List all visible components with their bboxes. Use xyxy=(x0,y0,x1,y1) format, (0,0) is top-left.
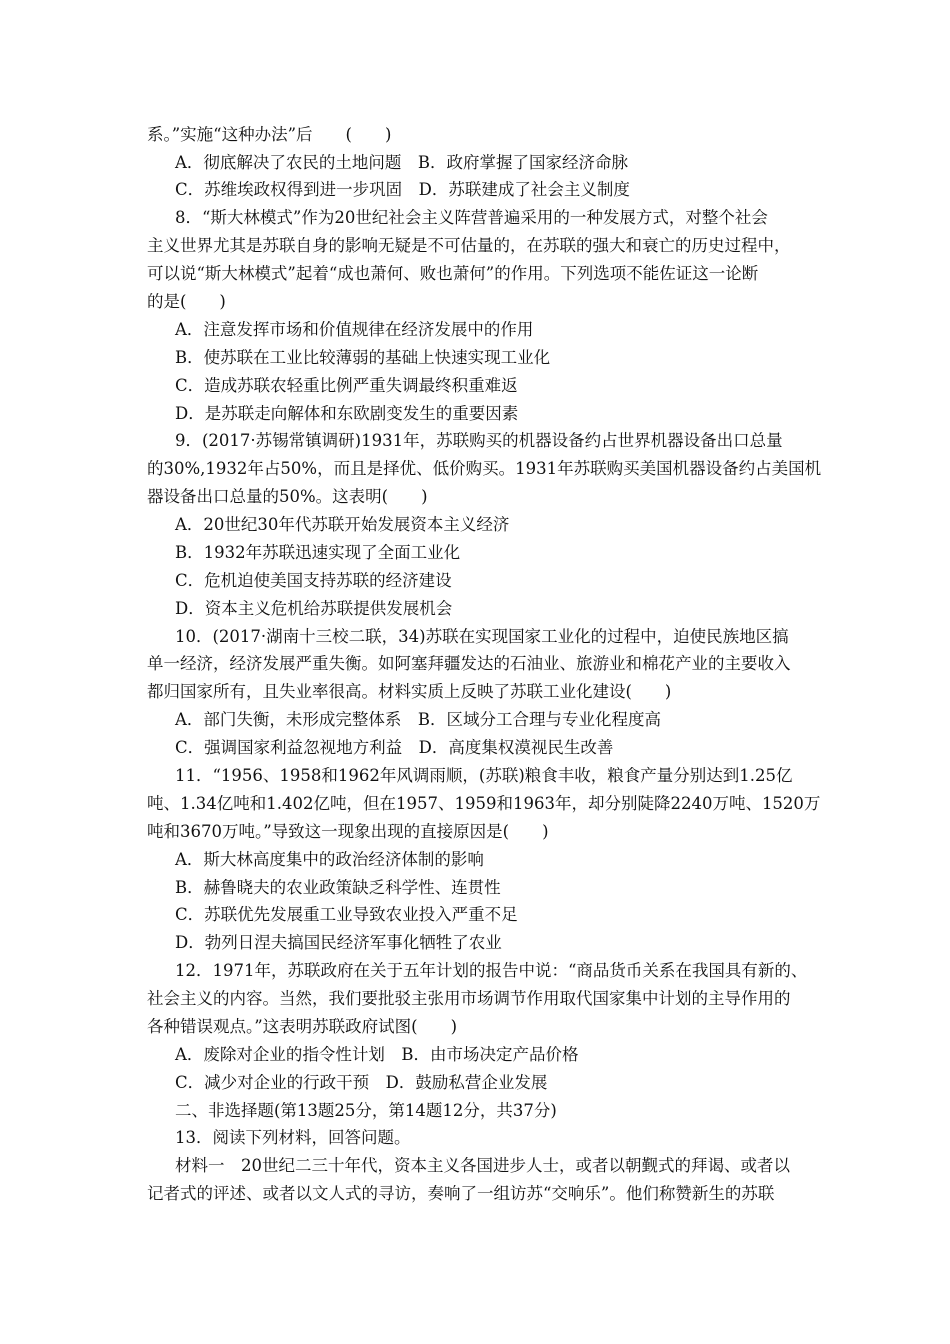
text-line: 都归国家所有，且失业率很高。材料实质上反映了苏联工业化建设( ) xyxy=(147,682,672,701)
text-line: 记者式的评述、或者以文人式的寻访，奏响了一组访苏“交响乐”。他们称赞新生的苏联 xyxy=(147,1184,775,1203)
answer-option-line: D．是苏联走向解体和东欧剧变发生的重要因素 xyxy=(175,404,519,423)
text-line: 8．“斯大林模式”作为20世纪社会主义阵营普遍采用的一种发展方式，对整个社会 xyxy=(175,208,768,227)
text-line: 主义世界尤其是苏联自身的影响无疑是不可估量的，在苏联的强大和衰亡的历史过程中， xyxy=(147,236,791,255)
text-line: 11．“1956、1958和1962年风调雨顺，(苏联)粮食丰收，粮食产量分别达到1.25亿 xyxy=(175,766,793,785)
text-line: 材料一 20世纪二三十年代，资本主义各国进步人士，或者以朝觐式的拜谒、或者以 xyxy=(175,1156,790,1175)
text-line: 13．阅读下列材料，回答问题。 xyxy=(175,1128,411,1147)
answer-option-line: D．资本主义危机给苏联提供发展机会 xyxy=(175,599,453,618)
answer-option-line: A．注意发挥市场和价值规律在经济发展中的作用 xyxy=(175,320,534,339)
answer-option-line: C．苏联优先发展重工业导致农业投入严重不足 xyxy=(175,905,518,924)
text-line: 12．1971年，苏联政府在关于五年计划的报告中说：“商品货币关系在我国具有新的、 xyxy=(175,961,808,980)
text-line: 吨和3670万吨。”导致这一现象出现的直接原因是( ) xyxy=(147,822,549,841)
answer-option-line: A．废除对企业的指令性计划 B．由市场决定产品价格 xyxy=(175,1045,579,1064)
answer-option-line: A．部门失衡，未形成完整体系 B．区域分工合理与专业化程度高 xyxy=(175,710,662,729)
text-line: 吨、1.34亿吨和1.402亿吨，但在1957、1959和1963年，却分别陡降2240万吨、1520万 xyxy=(147,794,821,813)
answer-option-line: C．苏维埃政权得到进一步巩固 D．苏联建成了社会主义制度 xyxy=(175,180,630,199)
answer-option-line: A．20世纪30年代苏联开始发展资本主义经济 xyxy=(175,515,510,534)
answer-option-line: A．彻底解决了农民的土地问题 B．政府掌握了国家经济命脉 xyxy=(175,153,629,172)
text-line: 的30%,1932年占50%，而且是择优、低价购买。1931年苏联购买美国机器设备约占美国机 xyxy=(147,459,822,478)
answer-option-line: C．危机迫使美国支持苏联的经济建设 xyxy=(175,571,452,590)
text-line: 器设备出口总量的50%。这表明( ) xyxy=(147,487,428,506)
answer-option-line: C．减少对企业的行政干预 D．鼓励私营企业发展 xyxy=(175,1073,548,1092)
answer-option-line: D．勃列日涅夫搞国民经济军事化牺牲了农业 xyxy=(175,933,502,952)
text-line: 各种错误观点。”这表明苏联政府试图( ) xyxy=(147,1017,458,1036)
text-line: 的是( ) xyxy=(147,292,226,311)
text-line: 社会主义的内容。当然，我们要批驳主张用市场调节作用取代国家集中计划的主导作用的 xyxy=(147,989,791,1008)
text-line: 9．(2017·苏锡常镇调研)1931年，苏联购买的机器设备约占世界机器设备出口总量 xyxy=(175,431,783,450)
answer-option-line: B．赫鲁晓夫的农业政策缺乏科学性、连贯性 xyxy=(175,878,501,897)
answer-option-line: C．强调国家利益忽视地方利益 D．高度集权漠视民生改善 xyxy=(175,738,614,757)
text-line: 10．(2017·湖南十三校二联，34)苏联在实现国家工业化的过程中，迫使民族地区搞 xyxy=(175,627,789,646)
answer-option-line: B．1932年苏联迅速实现了全面工业化 xyxy=(175,543,461,562)
text-line: 可以说“斯大林模式”起着“成也萧何、败也萧何”的作用。下列选项不能佐证这一论断 xyxy=(147,264,759,283)
text-line: 系。”实施“这种办法”后 ( ) xyxy=(147,125,392,144)
answer-option-line: C．造成苏联农轻重比例严重失调最终积重难返 xyxy=(175,376,518,395)
text-line: 二、非选择题(第13题25分，第14题12分，共37分) xyxy=(175,1101,557,1120)
answer-option-line: A．斯大林高度集中的政治经济体制的影响 xyxy=(175,850,484,869)
text-line: 单一经济，经济发展严重失衡。如阿塞拜疆发达的石油业、旅游业和棉花产业的主要收入 xyxy=(147,654,791,673)
answer-option-line: B．使苏联在工业比较薄弱的基础上快速实现工业化 xyxy=(175,348,551,367)
